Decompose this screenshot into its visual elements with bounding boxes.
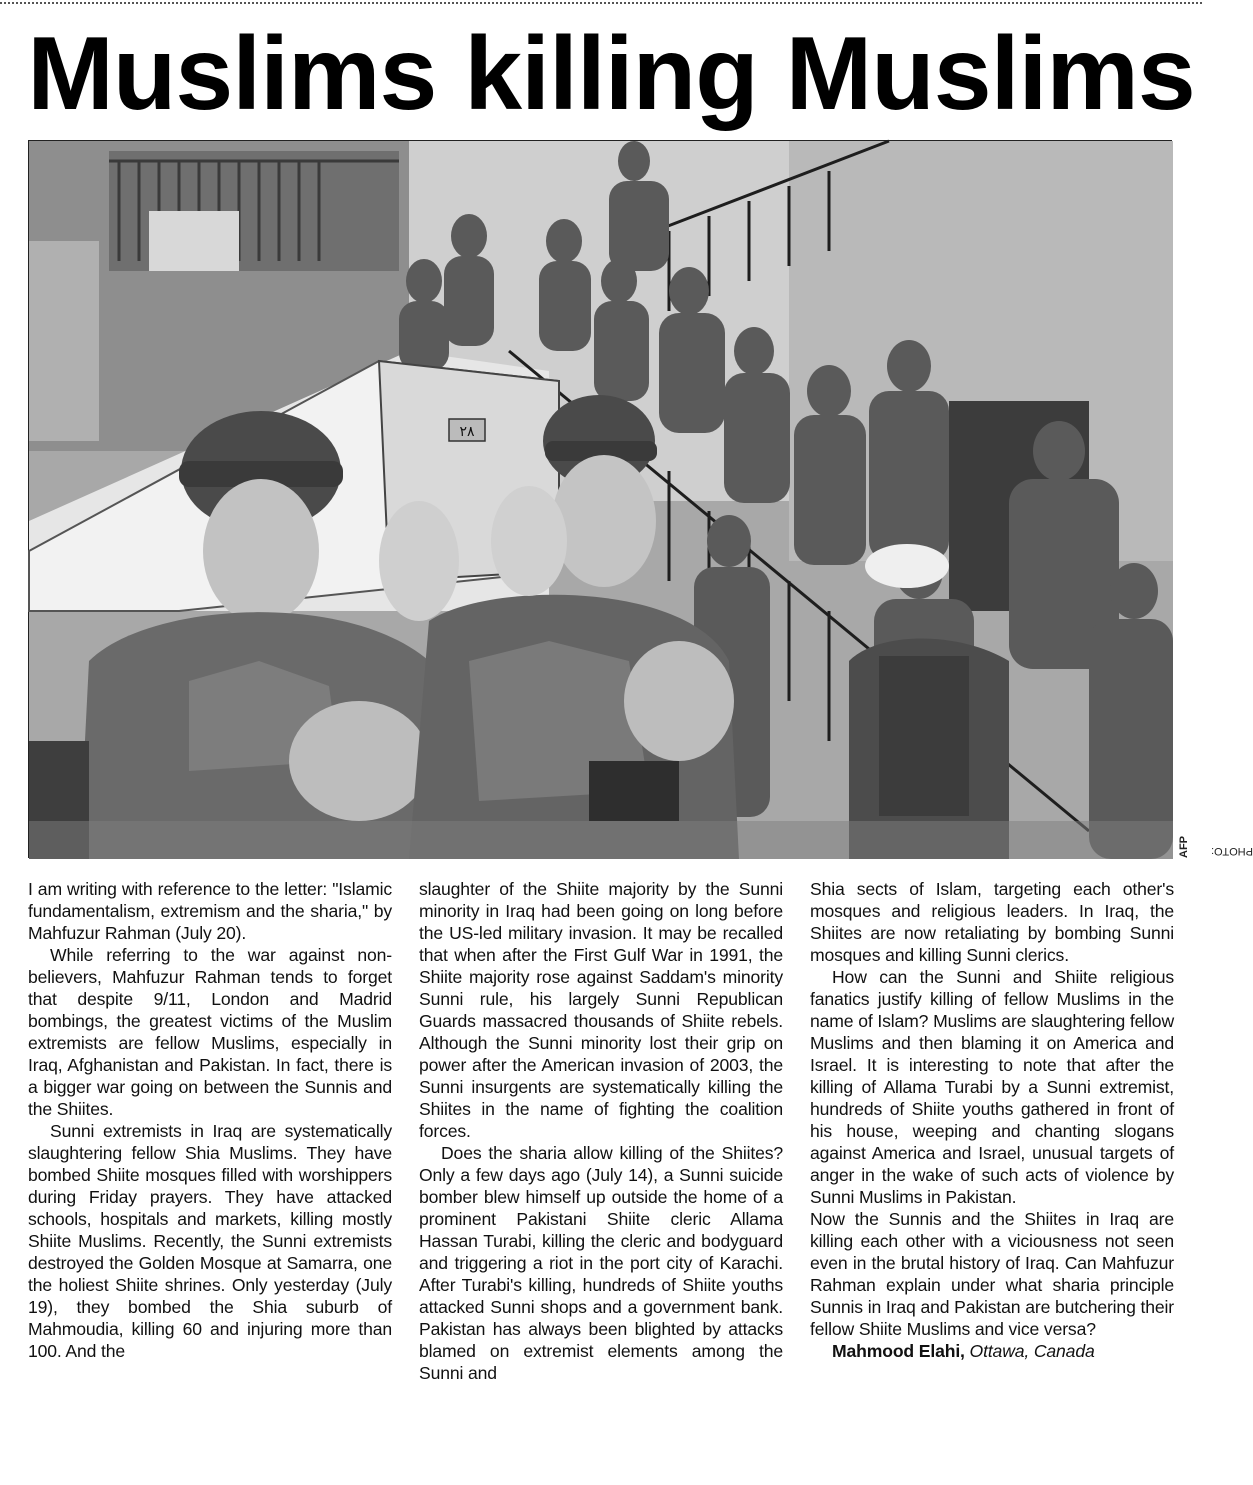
article-paragraph: Sunni extremists in Iraq are systematically slaughtering fellow Shia Muslims. They have bombed Shiite mosques filled with worshippers during Friday prayers. They have attacked schools, hospitals and markets, killing mostly Shiite Muslims. Recently, the Sunni extremists destroyed the Golden Mosque at Samarra, one the holiest Shiite shrines. Only yesterday (July 19), they bombed the Shia suburb of Mahmoudia, killing 60 and injuring more than 100. And the [28,1121,392,1361]
article-paragraph: I am writing with reference to the letter: "Islamic fundamentalism, extremism and the sharia," by Mahfuzur Rahman (July 20). [28,879,392,943]
coffin-mark: ٢٨ [459,424,475,440]
article-column-3 [810,878,1174,1384]
top-dotted-rule [0,2,1202,4]
signature-name: Mahmood Elahi, [832,1341,965,1361]
news-photo [28,140,1172,858]
article-paragraph: How can the Sunni and Shiite religious fanatics justify killing of fellow Muslims in the name of Islam? Muslims are slaughtering fellow Muslims and then blaming it on America and Israel. It is interesting to note that after the killing of Allama Turabi by a Sunni extremist, hundreds of Shiite youths gathered in front of his house, weeping and chanting slogans against America and Israel, unusual targets of anger in the wake of such acts of violence by Sunni Muslims in Pakistan. [810,967,1174,1207]
photo-credit-label: PHOTO: [1211,845,1253,857]
letter-signature [810,1340,1174,1362]
funeral-photo-illustration [29,141,1173,859]
headline: Muslims killing Muslims [27,16,1195,132]
article-paragraph: While referring to the war against non-believers, Mahfuzur Rahman tends to forget that despite 9/11, London and Madrid bombings, the greatest victims of the Muslim extremists are fellow Muslims, especially in Iraq, Afghanistan and Pakistan. In fact, there is a bigger war going on between the Sunnis and the Shiites. [28,945,392,1119]
article-column-2 [419,878,783,1384]
article-paragraph: Shia sects of Islam, targeting each other's mosques and religious leaders. In Iraq, the Shiites are now retaliating by bombing Sunni mosques and killing Sunni clerics. [810,879,1174,965]
photo-credit [1177,782,1253,862]
photo-credit-source: AFP [1178,836,1190,858]
article-paragraph: Now the Sunnis and the Shiites in Iraq are killing each other with a viciousness not seen even in the brutal history of Iraq. Can Mahfuzur Rahman explain under what sharia principle Sunnis in Iraq and Pakistan are butchering their fellow Shiite Muslims and vice versa? [810,1209,1174,1339]
article-paragraph: slaughter of the Shiite majority by the Sunni minority in Iraq had been going on long before the US-led military invasion. It may be recalled that when after the First Gulf War in 1991, the Shiite majority rose against Saddam's minority Sunni rule, his largely Sunni Republican Guards massacred thousands of Shiite rebels. Although the Sunni minority lost their grip on power after the American invasion of 2003, the Sunni insurgents are systematically killing the Shiites in the name of fighting the coalition forces. [419,879,783,1141]
article-paragraph: Does the sharia allow killing of the Shiites? Only a few days ago (July 14), a Sunni suicide bomber blew himself up outside the home of a prominent Pakistani Shiite cleric Allama Hassan Turabi, killing the cleric and bodyguard and triggering a riot in the port city of Karachi. After Turabi's killing, hundreds of Shiite youths attacked Sunni shops and a government bank. Pakistan has always been blighted by attacks blamed on extremist elements among the Sunni and [419,1143,783,1383]
signature-place: Ottawa, Canada [969,1341,1095,1361]
article-column-1 [28,878,392,1384]
article-body [28,878,1174,1384]
